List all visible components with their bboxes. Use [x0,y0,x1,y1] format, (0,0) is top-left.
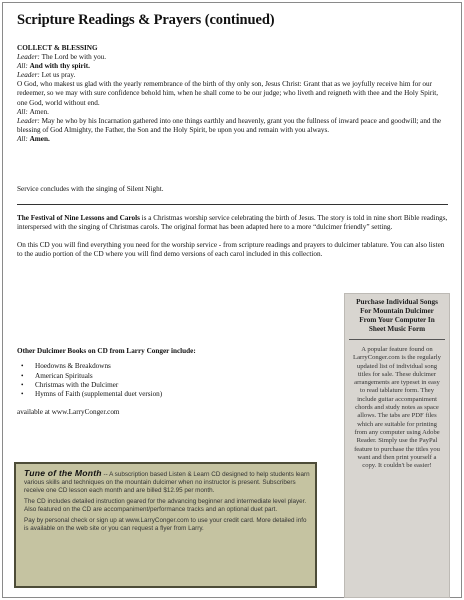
page-title: Scripture Readings & Prayers (continued) [17,12,275,28]
festival-title: The Festival of Nine Lessons and Carols [17,214,140,222]
intro-section [17,214,448,268]
litany-text: May he who by his Incarnation gathered into one things earthly and heavenly, grant you the fullness of inward peace and goodwill; and the blessing of God Almighty, the Father, the Son and the Holy Spirit, be upon you and remain with you always. [17,116,442,134]
sidebar-title: Purchase Individual Songs For Mountain Dulcimer From Your Computer In Sheet Music Form [356,298,438,333]
litany-text: And with thy spirit. [29,62,90,71]
tune-of-the-month-box [14,462,317,588]
role-label: All [17,62,26,71]
books-list [21,362,317,399]
collect-section [17,44,448,144]
role-label: Leader [17,71,38,80]
litany-line: All: Amen. [17,107,49,116]
list-item: • American Spirituals [21,372,317,381]
list-item: • Hymns of Faith (supplemental duet version) [21,390,317,399]
collect-prayer: O God, who makest us glad with the yearly remembrance of the birth of thy only son, Jesus Christ: Grant that as we joyfully receive him for our redeemer, so we may with sure confidence behold him, when he shall come to be our judge; who liveth and reigneth with thee and the Holy Spirit, one God, world without end. [17,80,439,107]
role-label: All [17,107,26,116]
litany-line: Leader: The Lord be with you. [17,53,107,62]
service-conclusion: Service concludes with the singing of Silent Night. [17,185,164,193]
tune-paragraph-2: The CD includes detailed instruction geared for the advancing beginner and intermediate level player. Also featured on the CD are accompaniment/performance tracks and an optional duet part. [24,498,307,514]
section-divider [17,204,448,205]
intro-paragraph-1: The Festival of Nine Lessons and Carols is a Christmas worship service celebrating the birth of Jesus. The story is told in nine short Bible readings, interspersed with the singing of Christmas carols. The original format has been adapted here to a more “dulcimer friendly” setting. [17,214,448,232]
role-label: Leader [17,53,38,62]
litany-line: Leader: Let us pray. [17,71,76,80]
sheet-music-sidebar [344,293,450,598]
list-item: • Hoedowns & Breakdowns [21,362,317,371]
litany-line: Leader: May he who by his Incarnation gathered into one things earthly and heavenly, grant you the fullness of inward peace and goodwill; and the blessing of God Almighty, the Father, the Son and the Holy Spirit, be upon you and remain with you always. [17,116,442,134]
sidebar-divider [349,339,445,340]
collect-heading: COLLECT & BLESSING [17,44,98,52]
litany-line: All: Amen. [17,134,50,143]
website-link[interactable]: available at www.LarryConger.com [17,408,120,417]
litany-line: All: And with thy spirit. [17,62,90,71]
intro-paragraph-2: On this CD you will find everything you need for the worship service - from scripture readings and prayers to dulcimer tablature. You can also listen to the audio portion of the CD where you will find demo versions of each carol included in this collection. [17,241,445,259]
tune-title: Tune of the Month [24,468,102,478]
list-item: • Christmas with the Dulcimer [21,381,317,390]
litany-text: Let us pray. [41,71,76,80]
litany-text: The Lord be with you. [41,53,107,62]
books-heading: Other Dulcimer Books on CD from Larry Conger include: [17,347,196,355]
tune-paragraph-3: Pay by personal check or sign up at www.LarryConger.com to use your credit card. More detailed info is available on the web site or you can request a flyer from Larry. [24,517,307,533]
role-label: Leader [17,116,38,125]
tune-paragraph-1: Tune of the Month -- A subscription based Listen & Learn CD designed to help students learn various skills and techniques on the mountain dulcimer when no instructor is present. Subscribers receive one CD lesson each month and are billed $12.95 per month. [24,468,310,495]
litany-text: Amen. [29,134,50,143]
other-books [17,347,317,418]
litany-text: Amen. [29,107,49,116]
sidebar-body: A popular feature found on LarryConger.com is the regularly updated list of individual song titles for sale. These dulcimer arrangements are typeset in easy to read tablature form. They include guitar accompaniment chords and study notes as space allows. The tabs are PDF files which are suitable for printing from any computer using Adobe Reader. Simply use the PayPal feature to purchase the titles you want and then print yourself a copy. It couldn't be easier! [353,346,441,470]
role-label: All [17,134,26,143]
